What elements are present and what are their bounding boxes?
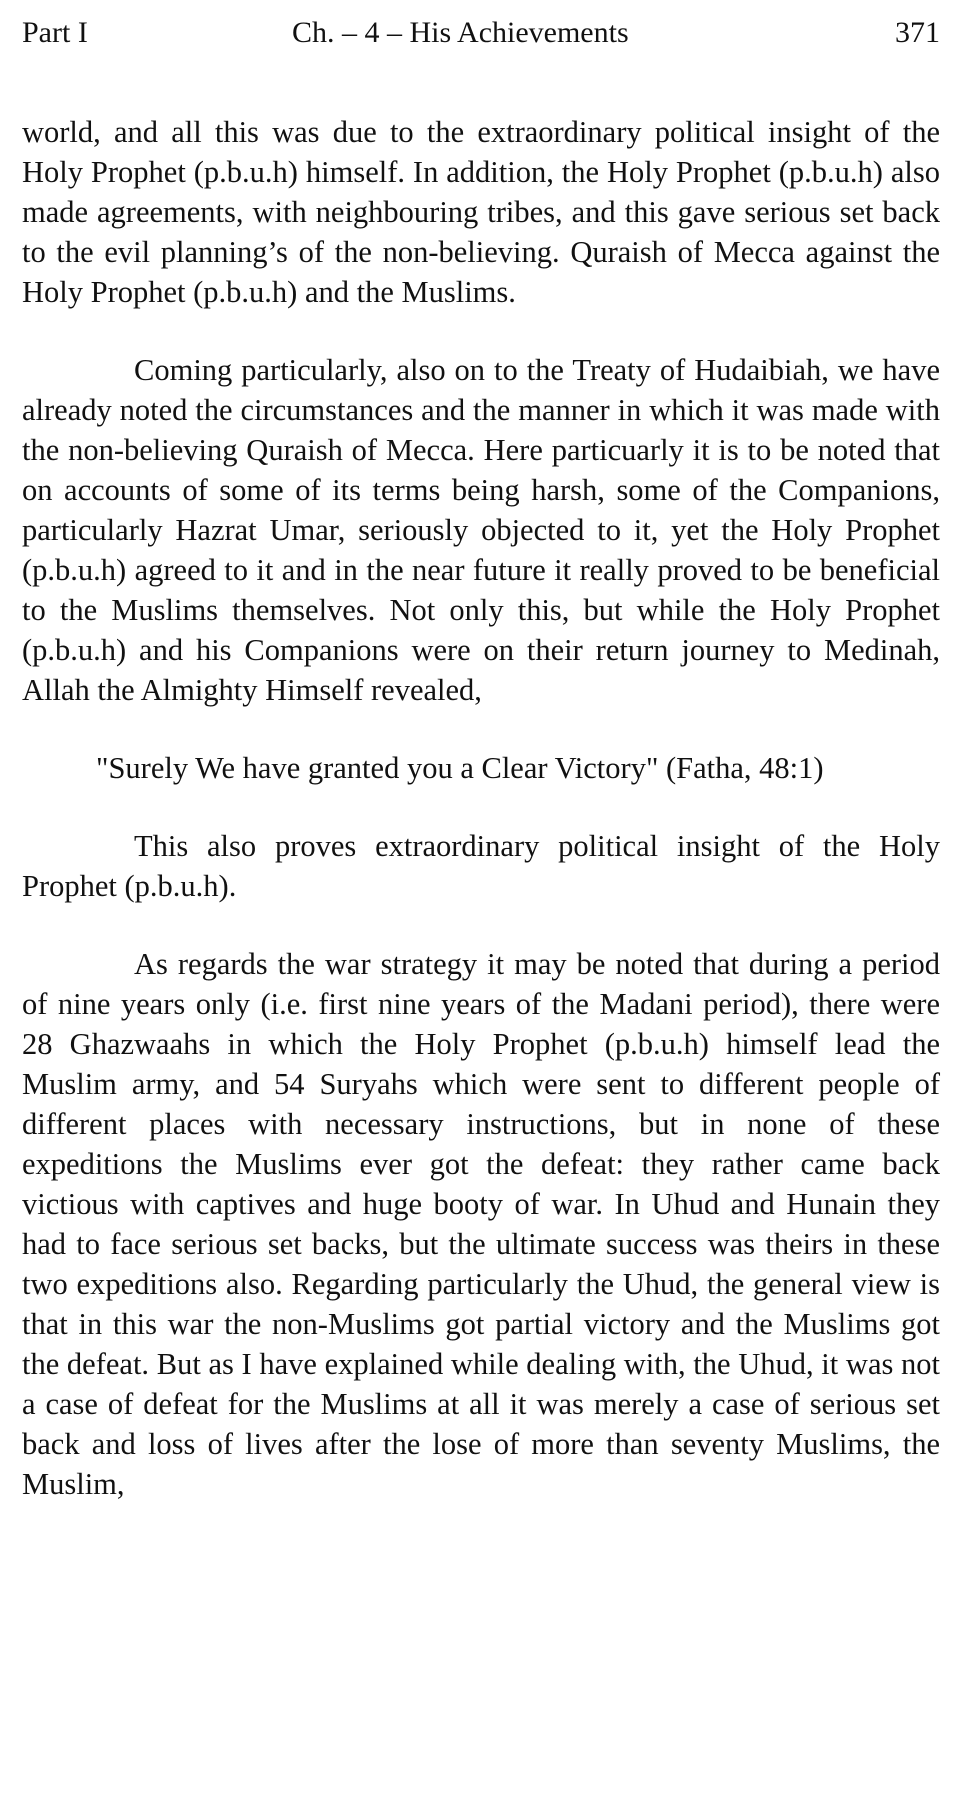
running-header: [22, 0, 940, 80]
block-quote: "Surely We have granted you a Clear Victory" (Fatha, 48:1): [96, 751, 824, 785]
book-page: [22, 0, 940, 1504]
header-page-number: 371: [895, 16, 940, 49]
body-paragraph-1: world, and all this was due to the extraordinary political insight of the Holy Prophet (p.b.u.h) himself. In addition, the Holy Prophet (p.b.u.h) also made agreements, with neighbouring tribes, and this gave serious set back to the evil planning’s of the non-believing. Quraish of Mecca against the Holy Prophet (p.b.u.h) and the Muslims.: [22, 115, 940, 309]
body-paragraph-4: As regards the war strategy it may be noted that during a period of nine years only (i.e. first nine years of the Madani period), there were 28 Ghazwaahs in which the Holy Prophet (p.b.u.h) himself lead the Muslim army, and 54 Suryahs which were sent to different people of different places with necessary instructions, but in none of these expeditions the Muslims ever got the defeat: they rather came back victious with captives and huge booty of war. In Uhud and Hunain they had to face serious set backs, but the ultimate success was theirs in these two expeditions also. Regarding particularly the Uhud, the general view is that in this war the non-Muslims got partial victory and the Muslims got the defeat. But as I have explained while dealing with, the Uhud, it was not a case of defeat for the Muslims at all it was merely a case of serious set back and loss of lives after the lose of more than seventy Muslims, the Muslim,: [22, 947, 940, 1501]
body-paragraph-2: Coming particularly, also on to the Treaty of Hudaibiah, we have already noted the circumstances and the manner in which it was made with the non-believing Quraish of Mecca. Here particuarly it is to be noted that on accounts of some of its terms being harsh, some of the Companions, particularly Hazrat Umar, seriously objected to it, yet the Holy Prophet (p.b.u.h) agreed to it and in the near future it really proved to be beneficial to the Muslims themselves. Not only this, but while the Holy Prophet (p.b.u.h) and his Companions were on their return journey to Medinah, Allah the Almighty Himself revealed,: [22, 353, 940, 707]
header-chapter-title: Ch. – 4 – His Achievements: [292, 16, 629, 49]
body-paragraph-3: This also proves extraordinary political insight of the Holy Prophet (p.b.u.h).: [22, 829, 940, 903]
header-part-label: Part I: [22, 16, 88, 49]
